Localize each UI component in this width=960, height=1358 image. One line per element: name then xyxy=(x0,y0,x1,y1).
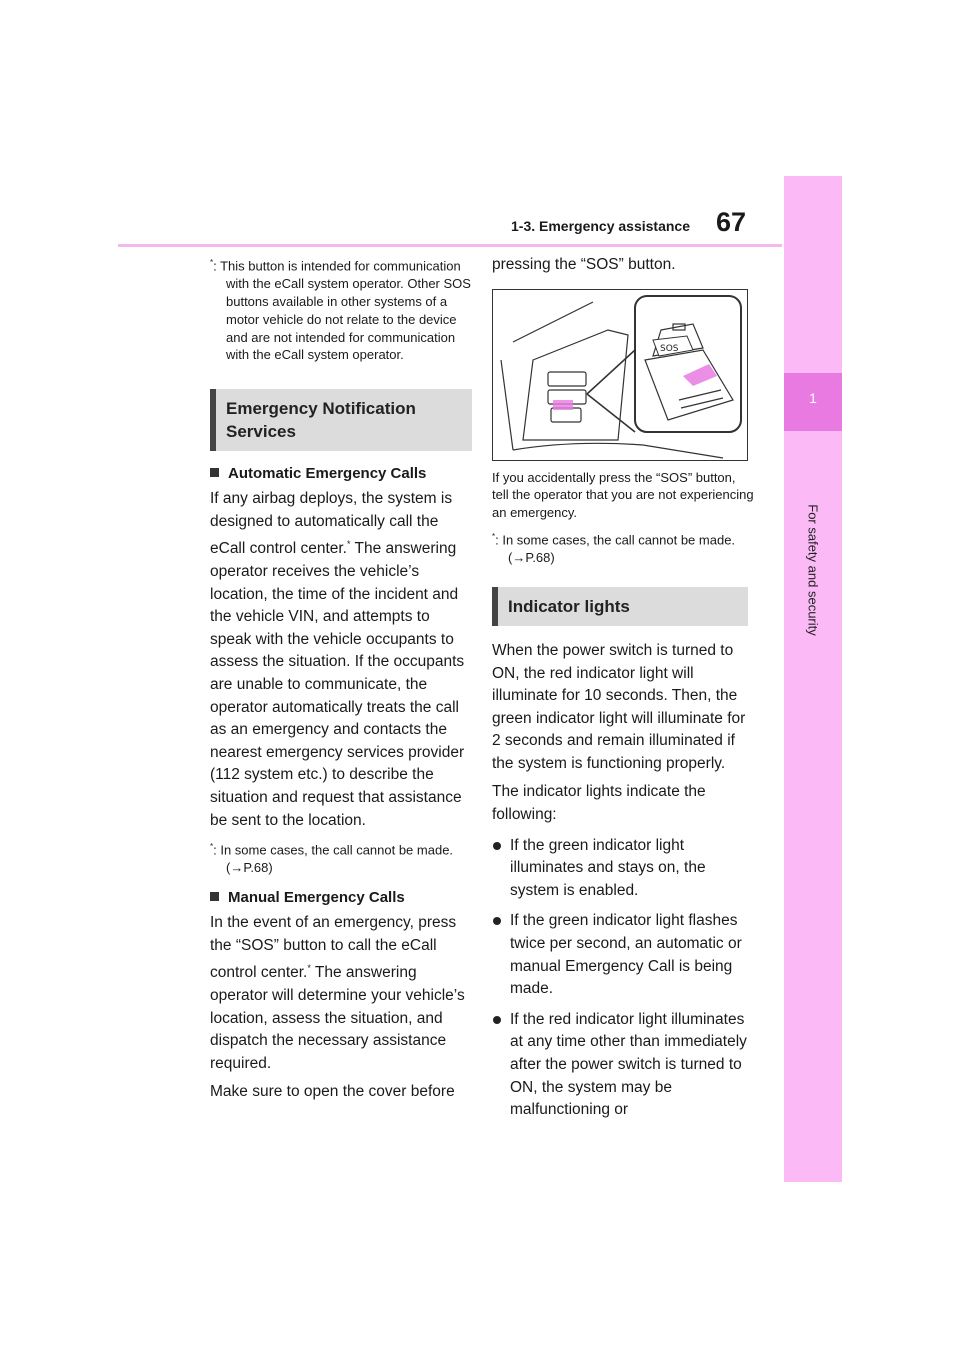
subheading-automatic-calls: Automatic Emergency Calls xyxy=(210,465,472,482)
list-item: If the red indicator light illuminates at any time other than immediately after the power switch is turned to ON, the system may be malfunctioning or xyxy=(492,1009,754,1122)
chapter-number: 1 xyxy=(809,390,817,406)
heading-emergency-notification-services: Emergency Notification Services xyxy=(210,389,472,451)
chapter-title: For safety and security xyxy=(805,504,821,636)
footnote-call-cannot-be-made-2: *: In some cases, the call cannot be made. (→P.68) xyxy=(492,531,736,566)
left-column xyxy=(210,254,472,1104)
figure-caption: If you accidentally press the “SOS” button, tell the operator that you are not experiencing an emergency. xyxy=(492,469,754,521)
paragraph-indicator-list-intro: The indicator lights indicate the following: xyxy=(492,783,706,824)
paragraph-open-cover: Make sure to open the cover before xyxy=(210,1083,455,1101)
square-bullet-icon xyxy=(210,892,219,901)
bullet-dot-icon xyxy=(493,1016,501,1024)
chapter-thumb-tab xyxy=(784,176,842,1182)
bullet-dot-icon xyxy=(493,917,501,925)
heading-indicator-lights: Indicator lights xyxy=(492,587,748,626)
page-number: 67 xyxy=(716,207,747,237)
paragraph-continued: pressing the “SOS” button. xyxy=(492,256,676,273)
sos-button-illustration xyxy=(492,289,748,461)
list-item: If the green indicator light illuminates and stays on, the system is enabled. xyxy=(492,835,754,903)
paragraph-manual-calls: In the event of an emergency, press the “SOS” button to call the eCall control center.* The answering operator will determine your vehicle’s location, assess the situation, and dispatch the necessary assistance required. xyxy=(210,914,465,1072)
paragraph-automatic-calls: If any airbag deploys, the system is designed to automatically call the eCall control center.* The answering operator receives the vehicle’s location, the time of the incident and the vehicle VIN, and attempts to speak with the vehicle occupants to assess the situation. If the occupants are unable to communicate, the operator automatically treats the call as an emergency and contacts the nearest emergency services provider (112 system etc.) to describe the situation and request that assistance be sent to the location. xyxy=(210,490,465,829)
header-rule xyxy=(118,244,782,247)
overhead-console-sos-icon xyxy=(493,290,747,460)
bullet-dot-icon xyxy=(493,842,501,850)
right-column xyxy=(492,254,754,1122)
section-title: 1-3. Emergency assistance xyxy=(511,218,690,234)
list-item: If the green indicator light flashes twice per second, an automatic or manual Emergency Call is being made. xyxy=(492,910,754,1000)
footnote-sos-button: *: This button is intended for communication with the eCall system operator. Other SOS buttons available in other systems of a motor vehicle do not relate to the device and are not intended for communication with the eCall system operator. xyxy=(210,258,471,363)
paragraph-indicator-power-on: When the power switch is turned to ON, the red indicator light will illuminate for 10 seconds. Then, the green indicator light will illuminate for 2 seconds and remain illuminated if the system is functioning properly. xyxy=(492,641,746,772)
subheading-manual-calls: Manual Emergency Calls xyxy=(210,889,472,906)
square-bullet-icon xyxy=(210,468,219,477)
footnote-call-cannot-be-made: *: In some cases, the call cannot be made. (→P.68) xyxy=(210,842,454,876)
sos-label: SOS xyxy=(660,343,679,354)
